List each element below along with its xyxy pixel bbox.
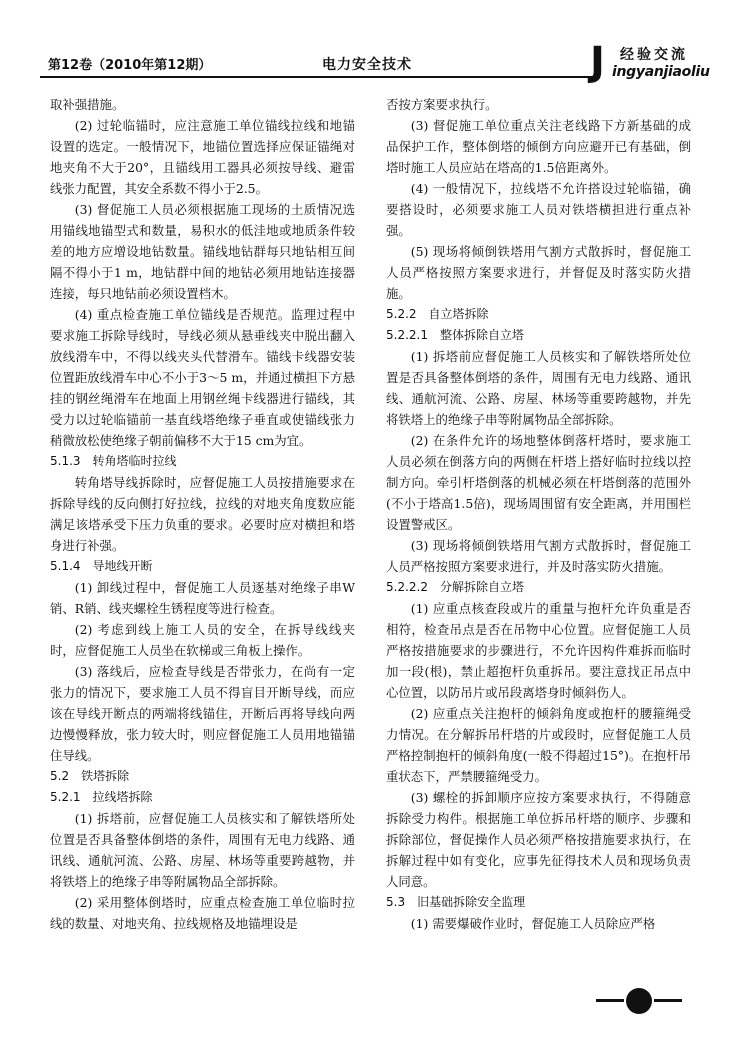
paragraph: (1) 需要爆破作业时，督促施工人员除应严格 <box>410 916 656 931</box>
paragraph: (3) 落线后，应检查导线是否带张力，在尚有一定张力的情况下，要求施工人员不得盲目开断导线，而应该在导线开断点的两端将线锚住，开断后再将导线向两边慢慢释放，张力较大时，则应督促施工人员用地锚锚住导线。 <box>50 664 355 763</box>
column-logo-name: 经验交流 <box>620 47 688 63</box>
paragraph: (4) 重点检查施工单位锚线是否规范。监理过程中要求施工拆除导线时，导线必须从悬垂线夹中脱出翻入放线滑车中，不得以线夹头代替滑车。锚线卡线器安装位置距放线滑车中心不小于3～5 m，并通过横担下方悬挂的钢丝绳滑车在地面上用钢丝绳卡线器进行锚线，其受力以过轮临锚前一基直线塔绝缘子垂直或使锚线张力稍微放松使绝缘子朝前偏移不大于15 cm为宜。 <box>50 307 355 448</box>
section-heading: 5.2.2 自立塔拆除 <box>386 307 489 321</box>
paragraph: (2) 在条件允许的场地整体倒落杆塔时，要求施工人员必须在倒落方向的两侧在杆塔上搭好临时拉线以控制方向。牵引杆塔倒落的机械必须在杆塔倒落的范围外(不小于塔高1.5倍)，现场周围留有安全距离，并用围栏设置警戒区。 <box>386 433 691 532</box>
section-heading: 5.2.1 拉线塔拆除 <box>50 790 153 804</box>
section-heading: 5.1.4 导地线开断 <box>50 559 153 573</box>
ornament-line-right <box>654 999 682 1002</box>
paragraph: (2) 考虑到线上施工人员的安全，在拆导线线夹时，应督促施工人员坐在软梯或三角板上操作。 <box>50 622 355 658</box>
paragraph: (2) 采用整体倒塔时，应重点检查施工单位临时拉线的数量、对地夹角、拉线规格及地锚埋设是 <box>50 895 355 931</box>
paragraph: (1) 应重点核查段或片的重量与抱杆允许负重是否相符，检查吊点是否在吊物中心位置。应督促施工人员严格按措施要求的步骤进行，不允许因构件难拆而临时加一段(根)，禁止超抱杆负重拆吊。要注意找正吊点中心位置，以防吊片或吊段离塔身时倾斜伤人。 <box>386 601 691 700</box>
column-logo-pinyin: ingyanjiaoliu <box>612 64 710 80</box>
paragraph: (1) 卸线过程中，督促施工人员逐基对绝缘子串W销、R销、线夹螺栓生锈程度等进行检查。 <box>50 580 355 616</box>
section-heading: 5.1.3 转角塔临时拉线 <box>50 454 177 468</box>
page-number-ornament <box>596 988 686 1012</box>
ornament-line-left <box>596 999 624 1002</box>
column-logo-initial: J <box>590 39 605 85</box>
paragraph: (3) 督促施工人员必须根据施工现场的土质情况选用锚线地锚型式和数量，易积水的低洼地或地质条件较差的地方应增设地钻数量。锚线地钻群每只地钻相互间隔不得小于1 m，地钻群中间的地钻必须用地钻连接器连接，每只地钻前必须设置档木。 <box>50 202 355 301</box>
paragraph: (3) 督促施工单位重点关注老线路下方新基础的成品保护工作，整体倒塔的倾倒方向应避开已有基础，倒塔时施工人员应站在塔高的1.5倍距离外。 <box>386 118 691 175</box>
right-text-column <box>386 94 691 934</box>
column-logo <box>590 39 720 85</box>
section-heading: 5.2.2.1 整体拆除自立塔 <box>386 328 524 342</box>
paragraph: (3) 螺栓的拆卸顺序应按方案要求执行，不得随意拆除受力构件。根据施工单位拆吊杆塔的顺序、步骤和拆除部位，督促操作人员必须严格按措施要求执行，在拆解过程中如有变化，应事先征得技术人员和现场负责人同意。 <box>386 790 691 889</box>
section-heading: 5.2 铁塔拆除 <box>50 769 130 783</box>
paragraph: (4) 一般情况下，拉线塔不允许搭设过轮临锚，确要搭设时，必须要求施工人员对铁塔横担进行重点补强。 <box>386 181 691 238</box>
page-header <box>40 40 720 84</box>
left-text-column <box>50 94 355 934</box>
paragraph: 否按方案要求执行。 <box>386 97 498 112</box>
paragraph: (3) 现场将倾倒铁塔用气割方式散拆时，督促施工人员严格按照方案要求进行，并及时落实防火措施。 <box>386 538 691 574</box>
section-heading: 5.2.2.2 分解拆除自立塔 <box>386 580 524 594</box>
paragraph: (2) 过轮临锚时，应注意施工单位锚线拉线和地锚设置的选定。一般情况下，地锚位置选择应保证锚绳对地夹角不大于20°，且锚线用工器具必须按导线、避雷线张力配置，其安全系数不得小于2.5。 <box>50 118 355 196</box>
ornament-circle <box>626 988 652 1014</box>
journal-title: 电力安全技术 <box>322 57 412 73</box>
paragraph: (1) 拆塔前应督促施工人员核实和了解铁塔所处位置是否具备整体倒塔的条件，周围有无电力线路、通讯线、通航河流、公路、房屋、林场等重要跨越物，并先将铁塔上的绝缘子串等附属物品全部拆除。 <box>386 349 691 427</box>
paragraph: (5) 现场将倾倒铁塔用气割方式散拆时，督促施工人员严格按照方案要求进行，并督促及时落实防火措施。 <box>386 244 691 301</box>
paragraph: 转角塔导线拆除时，应督促施工人员按措施要求在拆除导线的反向侧打好拉线，拉线的对地夹角度数应能满足该塔承受下压力负重的要求。必要时应对横担和塔身进行补强。 <box>50 475 355 553</box>
paragraph: (2) 应重点关注抱杆的倾斜角度或抱杆的腰箍绳受力情况。在分解拆吊杆塔的片或段时，应督促施工人员严格控制抱杆的倾斜角度(一般不得超过15°)。在抱杆吊重状态下，严禁腰箍绳受力。 <box>386 706 691 784</box>
header-rule <box>40 76 600 78</box>
paragraph: (1) 拆塔前，应督促施工人员核实和了解铁塔所处位置是否具备整体倒塔的条件，周围有无电力线路、通讯线、通航河流、公路、房屋、林场等重要跨越物，并将铁塔上的绝缘子串等附属物品全部拆除。 <box>50 811 355 889</box>
volume-issue: 第12卷（2010年第12期） <box>48 58 212 73</box>
paragraph: 取补强措施。 <box>50 97 125 112</box>
section-heading: 5.3 旧基础拆除安全监理 <box>386 895 526 909</box>
